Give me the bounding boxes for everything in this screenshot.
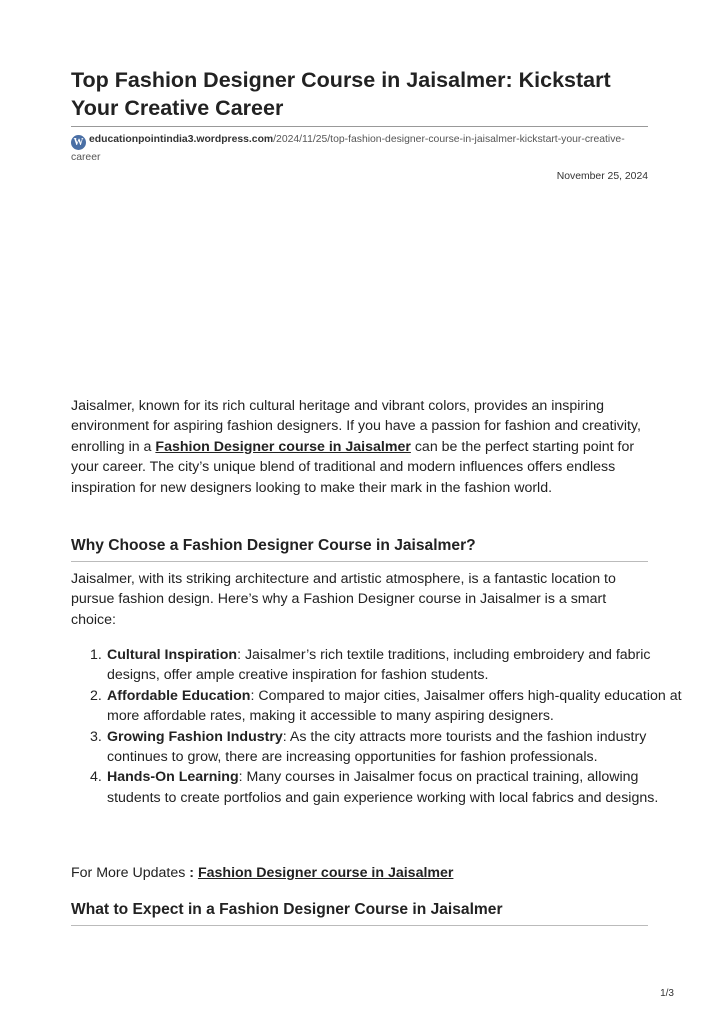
list-item-number: 3. bbox=[90, 728, 102, 745]
list-item bbox=[90, 727, 684, 768]
intro-course-link[interactable]: Fashion Designer course in Jaisalmer bbox=[155, 438, 411, 455]
list-item-number: 1. bbox=[90, 647, 102, 663]
list-item-number: 2. bbox=[90, 687, 102, 704]
section-divider bbox=[71, 925, 648, 926]
source-domain[interactable]: educationpointindia3.wordpress.com bbox=[89, 134, 274, 145]
wordpress-icon: W bbox=[71, 135, 86, 150]
reasons-list bbox=[71, 645, 684, 808]
list-item-text: : Compared to major cities, Jaisalmer offers high-quality education at more affordable rates, making it accessible to many aspiring designers. bbox=[107, 687, 682, 725]
intro-text-after: can be the perfect starting point for your career. The city’s unique blend of traditional and modern influences offers endless inspiration for new designers looking to make their mark in the fashion world. bbox=[71, 438, 635, 496]
more-updates bbox=[71, 863, 648, 883]
list-item-title: Hands-On Learning bbox=[107, 769, 239, 786]
intro-paragraph bbox=[71, 396, 648, 498]
page-number: 1/3 bbox=[660, 988, 674, 999]
list-item bbox=[90, 767, 684, 808]
intro-text-before: Jaisalmer, known for its rich cultural heritage and vibrant colors, provides an inspiring environment for aspiring fashion designers. If you have a passion for fashion and creativity, enrolling in a bbox=[71, 398, 641, 455]
list-item-text: : Jaisalmer’s rich textile traditions, including embroidery and fabric designs, offer ample creative inspiration for fashion students. bbox=[107, 647, 651, 684]
list-item bbox=[90, 686, 684, 727]
more-updates-label: For More Updates bbox=[71, 865, 190, 881]
list-item-title: Cultural Inspiration bbox=[107, 647, 238, 663]
list-item-title: Growing Fashion Industry bbox=[107, 728, 283, 745]
list-item-number: 4. bbox=[90, 769, 102, 786]
list-item-text: : As the city attracts more tourists and the fashion industry continues to grow, there are increasing opportunities for fashion professionals. bbox=[107, 728, 647, 766]
list-item-title: Affordable Education bbox=[107, 687, 251, 704]
section-divider bbox=[71, 561, 648, 562]
section-heading-expect: What to Expect in a Fashion Designer Course in Jaisalmer bbox=[71, 901, 503, 918]
more-updates-link[interactable]: Fashion Designer course in Jaisalmer bbox=[197, 865, 454, 881]
section-heading-why: Why Choose a Fashion Designer Course in Jaisalmer? bbox=[71, 537, 476, 554]
list-item bbox=[90, 645, 684, 686]
more-updates-sep: : bbox=[189, 865, 198, 881]
why-paragraph: Jaisalmer, with its striking architecture and artistic atmosphere, is a fantastic location to pursue fashion design. Here’s why a Fashion Designer course in Jaisalmer is a smart choice: bbox=[71, 571, 616, 628]
source-url[interactable] bbox=[71, 132, 648, 165]
title-divider bbox=[71, 126, 648, 127]
source-path[interactable]: /2024/11/25/top-fashion-designer-course-in-jaisalmer-kickstart-your-creative-career bbox=[71, 134, 625, 163]
list-item-text: : Many courses in Jaisalmer focus on practical training, allowing students to create portfolios and gain experience working with local fabrics and designs. bbox=[107, 769, 659, 806]
article-title: Top Fashion Designer Course in Jaisalmer: Kickstart Your Creative Career bbox=[71, 68, 611, 120]
publish-date: November 25, 2024 bbox=[556, 171, 648, 182]
